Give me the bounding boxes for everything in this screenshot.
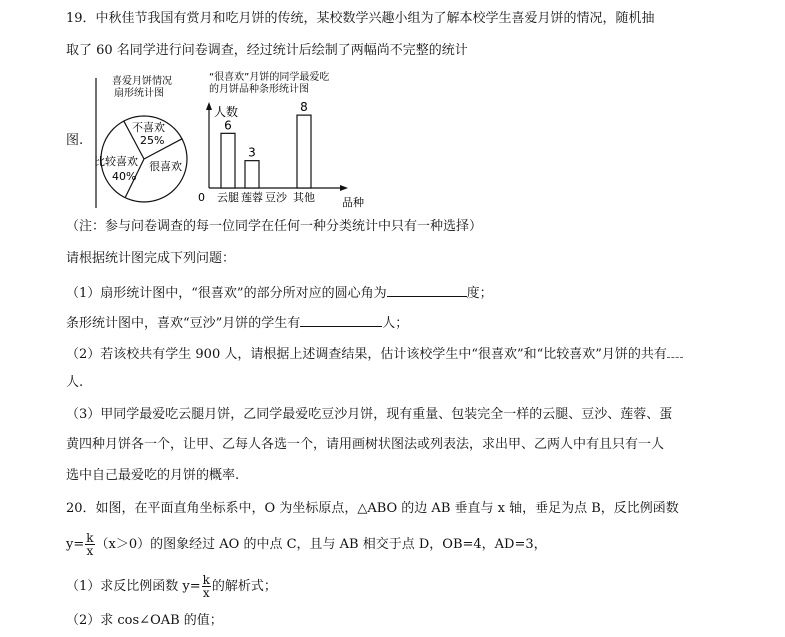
q20-part1-post: 的解析式； [211,579,277,594]
bar-y-arrow [206,102,212,110]
bar-category-label-1: 云腿 [217,191,239,204]
frac-num: k [86,531,94,545]
q20-part1 [66,574,277,599]
bar-value-label-2: 3 [248,145,256,160]
q19-part1a-unit: 度； [466,286,493,301]
q20-part1-text: （1）求反比例函数 y= [66,579,201,594]
bar-x-arrow [340,185,348,191]
q19-part1b-text: 条形统计图中，喜欢“豆沙”月饼的学生有 [66,316,301,331]
q20-fraction [85,532,94,557]
pie-value-bijiao: 40% [112,170,137,183]
q19-figure [94,70,394,210]
frac-den: x [86,544,94,558]
bar-y-label: 人数 [214,105,239,119]
pie-label-henxihuan: 很喜欢 [149,160,182,173]
bar-category-label-2: 莲蓉 [241,191,263,204]
bar-category-label-4: 其他 [293,191,315,204]
bar-title-line1: “很喜欢”月饼的同学最爱吃 [209,72,330,83]
bar-4 [297,115,311,188]
bar-category-label-3: 豆沙 [265,191,287,204]
q19-part1a-text: （1）扇形统计图中，“很喜欢”的部分所对应的圆心角为 [66,286,387,301]
q20-part1-fraction [202,574,211,599]
q20-line2 [66,532,547,557]
q19-part2-line2: 人. [66,375,84,390]
q19-part2-line1 [66,343,683,364]
answer-blank-angle[interactable] [387,282,467,297]
bar-value-label-4: 8 [300,100,308,115]
bar-1 [221,133,235,188]
bar-2 [245,161,259,188]
q19-part3-line3: 选中自己最爱吃的月饼的概率. [66,468,240,483]
q19-part2-text: （2）若该校共有学生 900 人，请根据上述调查结果，估计该校学生中“很喜欢”和“比较喜欢”月饼的共有 [66,347,667,362]
pie-value-buxihuan: 25% [140,134,165,147]
q19-line1: 19．中秋佳节我国有赏月和吃月饼的传统，某校数学兴趣小组为了解本校学生喜爱月饼的情况，随机抽 [66,11,655,26]
bar-x-label: 品种 [342,196,364,209]
bar-origin-label: 0 [198,191,205,204]
pie-chart [94,74,187,208]
q20-line2-rest: （x＞0）的图象经过 AO 的中点 C，且与 AB 相交于点 D，OB=4，AD=3， [95,537,547,552]
bar-value-label-1: 6 [224,118,232,133]
answer-blank-dousha[interactable] [300,312,382,327]
pie-label-bijiao: 比较喜欢 [94,155,138,168]
q19-part1b [66,312,408,333]
q20-part2: （2）求 cos∠OAB 的值； [66,613,223,628]
frac-den-2: x [202,586,210,600]
answer-blank-total[interactable] [667,343,683,358]
q19-part3-line1: （3）甲同学最爱吃云腿月饼，乙同学最爱吃豆沙月饼，现有重量、包装完全一样的云腿、豆沙、莲蓉、蛋 [66,407,673,422]
pie-title-line1: 喜爱月饼情况 [112,76,172,87]
q19-instruction: 请根据统计图完成下列问题： [66,251,236,266]
q19-note: （注：参与问卷调查的每一位同学在任何一种分类统计中只有一种选择） [66,219,483,234]
q20-y-eq: y= [66,537,85,552]
q19-part1b-unit: 人； [382,316,409,331]
q20-line1: 20．如图，在平面直角坐标系中，O 为坐标原点，△ABO 的边 AB 垂直与 x 轴，垂足为点 B，反比例函数 [66,501,679,516]
bar-chart [198,70,364,209]
q19-part1a [66,282,493,303]
bar-title-line2: 的月饼品种条形统计图 [209,84,309,95]
pie-title-line2: 扇形统计图 [114,88,164,99]
q19-part3-line2: 黄四种月饼各一个，让甲、乙每人各选一个，请用画树状图法或列表法，求出甲、乙两人中有且只有一人 [66,437,665,452]
q19-line2: 取了 60 名同学进行问卷调查，经过统计后绘制了两幅尚不完整的统计 [66,43,468,58]
q19-tu: 图. [66,133,84,148]
frac-num-2: k [202,573,210,587]
pie-label-buxihuan: 不喜欢 [132,121,165,134]
